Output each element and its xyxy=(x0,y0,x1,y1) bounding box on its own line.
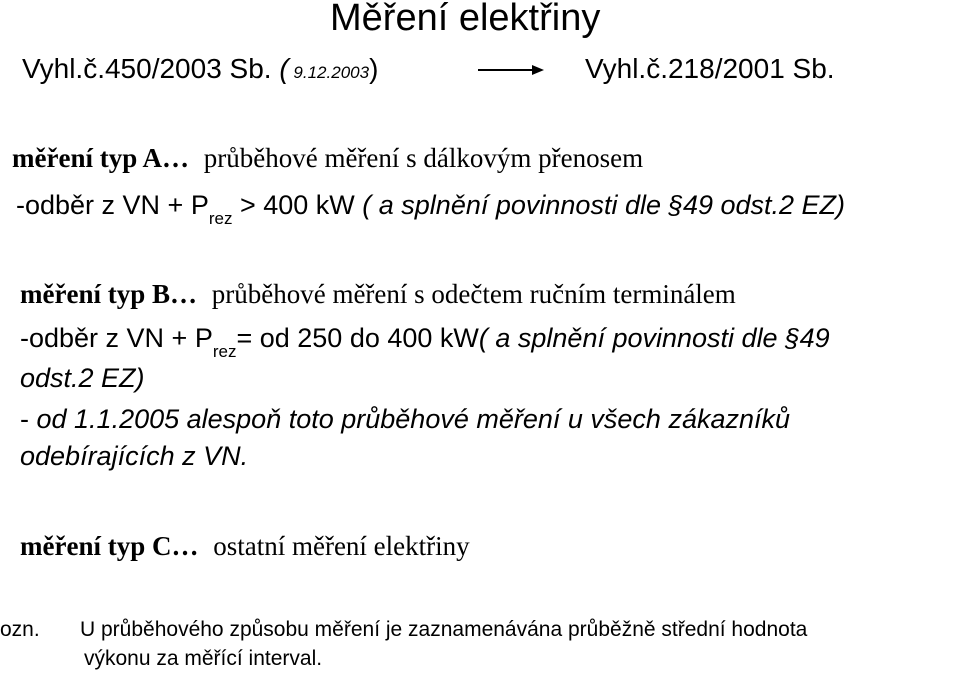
type-b-heading xyxy=(20,278,736,310)
type-a-label: měření typ A… xyxy=(12,143,189,173)
type-b-condition xyxy=(20,322,830,361)
regulation-date: 9.12.2003 xyxy=(288,63,370,82)
regulation-new: Vyhl.č.218/2001 Sb. xyxy=(585,53,835,84)
type-a-cond-italic: ( a splnění povinnosti dle xyxy=(354,190,669,220)
date-open-paren: ( xyxy=(279,53,289,84)
type-a-cond-value: > 400 kW xyxy=(232,190,355,220)
type-c-heading xyxy=(20,530,470,562)
type-a-cond-italic-end: 49 odst.2 EZ) xyxy=(682,190,846,220)
type-b-cond-value: = od 250 do 400 kW xyxy=(236,323,479,353)
type-b-label: měření typ B… xyxy=(20,279,197,309)
footnote-line1: U průběhového způsobu měření je zaznamenávána průběžně střední hodnota xyxy=(80,618,808,641)
type-b-cond-num: 49 xyxy=(799,323,830,353)
page-title: Měření elektřiny xyxy=(330,0,601,39)
type-b-cond-italic-end: odst.2 EZ) xyxy=(20,363,145,393)
type-a-cond-sub: rez xyxy=(208,209,233,228)
right-arrow-icon xyxy=(478,60,544,80)
type-b-note-line2: odebírajících z VN. xyxy=(20,441,249,471)
type-b-cond-italic: ( a splnění povinnosti dle xyxy=(478,323,786,353)
type-b-note-text: od 1.1.2005 alespoň toto průběhové měření u všech zákazníků xyxy=(36,404,791,434)
type-b-note-line1 xyxy=(20,403,790,435)
type-a-condition xyxy=(16,189,846,228)
footnote-line2: výkonu za měřící interval. xyxy=(84,647,323,670)
type-a-heading xyxy=(12,142,643,174)
type-b-cond-sub: rez xyxy=(212,342,237,361)
date-close-paren: ) xyxy=(369,53,379,84)
type-b-cond-prefix: -odběr z VN + P xyxy=(20,323,213,353)
type-b-note-prefix: - xyxy=(20,404,37,434)
type-c-label: měření typ C… xyxy=(20,531,199,561)
section-sign-icon: § xyxy=(668,190,683,220)
type-a-cond-prefix: -odběr z VN + P xyxy=(16,190,209,220)
regulation-old xyxy=(22,52,378,90)
regulation-old-text: Vyhl.č.450/2003 Sb. xyxy=(22,53,272,84)
type-c-description: ostatní měření elektřiny xyxy=(213,531,470,561)
section-sign-icon: § xyxy=(785,323,800,353)
footnote-label: ozn. xyxy=(0,618,40,641)
type-a-description: průběhové měření s dálkovým přenosem xyxy=(203,143,644,173)
type-b-description: průběhové měření s odečtem ručním terminálem xyxy=(211,279,736,309)
